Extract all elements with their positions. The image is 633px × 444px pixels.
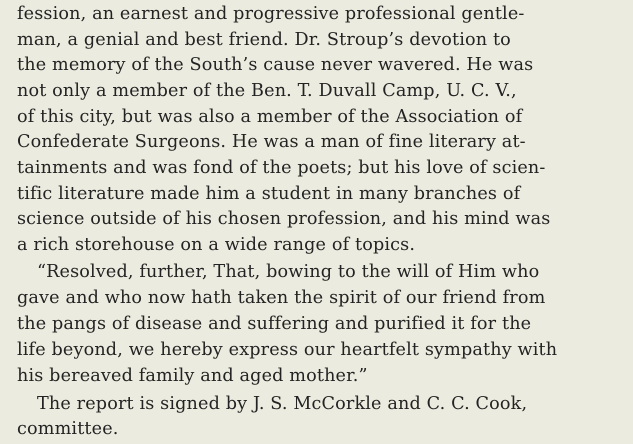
text-line: committee. bbox=[17, 419, 119, 439]
text-line: tainments and was fond of the poets; but his love of scien- bbox=[17, 158, 546, 178]
text-line: the pangs of disease and suffering and purified it for the bbox=[17, 314, 532, 334]
text-line: “Resolved, further, That, bowing to the will of Him who bbox=[37, 262, 540, 282]
text-line: fession, an earnest and progressive professional gentle- bbox=[17, 4, 525, 24]
text-line: a rich storehouse on a wide range of topics. bbox=[17, 235, 416, 255]
text-line: his bereaved family and aged mother.” bbox=[17, 366, 368, 386]
text-line: tific literature made him a student in many branches of bbox=[17, 184, 521, 204]
text-line: of this city, but was also a member of the Association of bbox=[17, 107, 523, 127]
text-line: gave and who now hath taken the spirit of our friend from bbox=[17, 288, 546, 308]
text-line: not only a member of the Ben. T. Duvall Camp, U. C. V., bbox=[17, 81, 517, 101]
text-line: life beyond, we hereby express our heartfelt sympathy with bbox=[17, 340, 558, 360]
text-line: The report is signed by J. S. McCorkle and C. C. Cook, bbox=[37, 394, 528, 414]
text-line: Confederate Surgeons. He was a man of fine literary at- bbox=[17, 132, 526, 152]
text-line: the memory of the South’s cause never wavered. He was bbox=[17, 55, 534, 75]
text-line: science outside of his chosen profession, and his mind was bbox=[17, 209, 551, 229]
text-line: man, a genial and best friend. Dr. Stroup’s devotion to bbox=[17, 30, 511, 50]
